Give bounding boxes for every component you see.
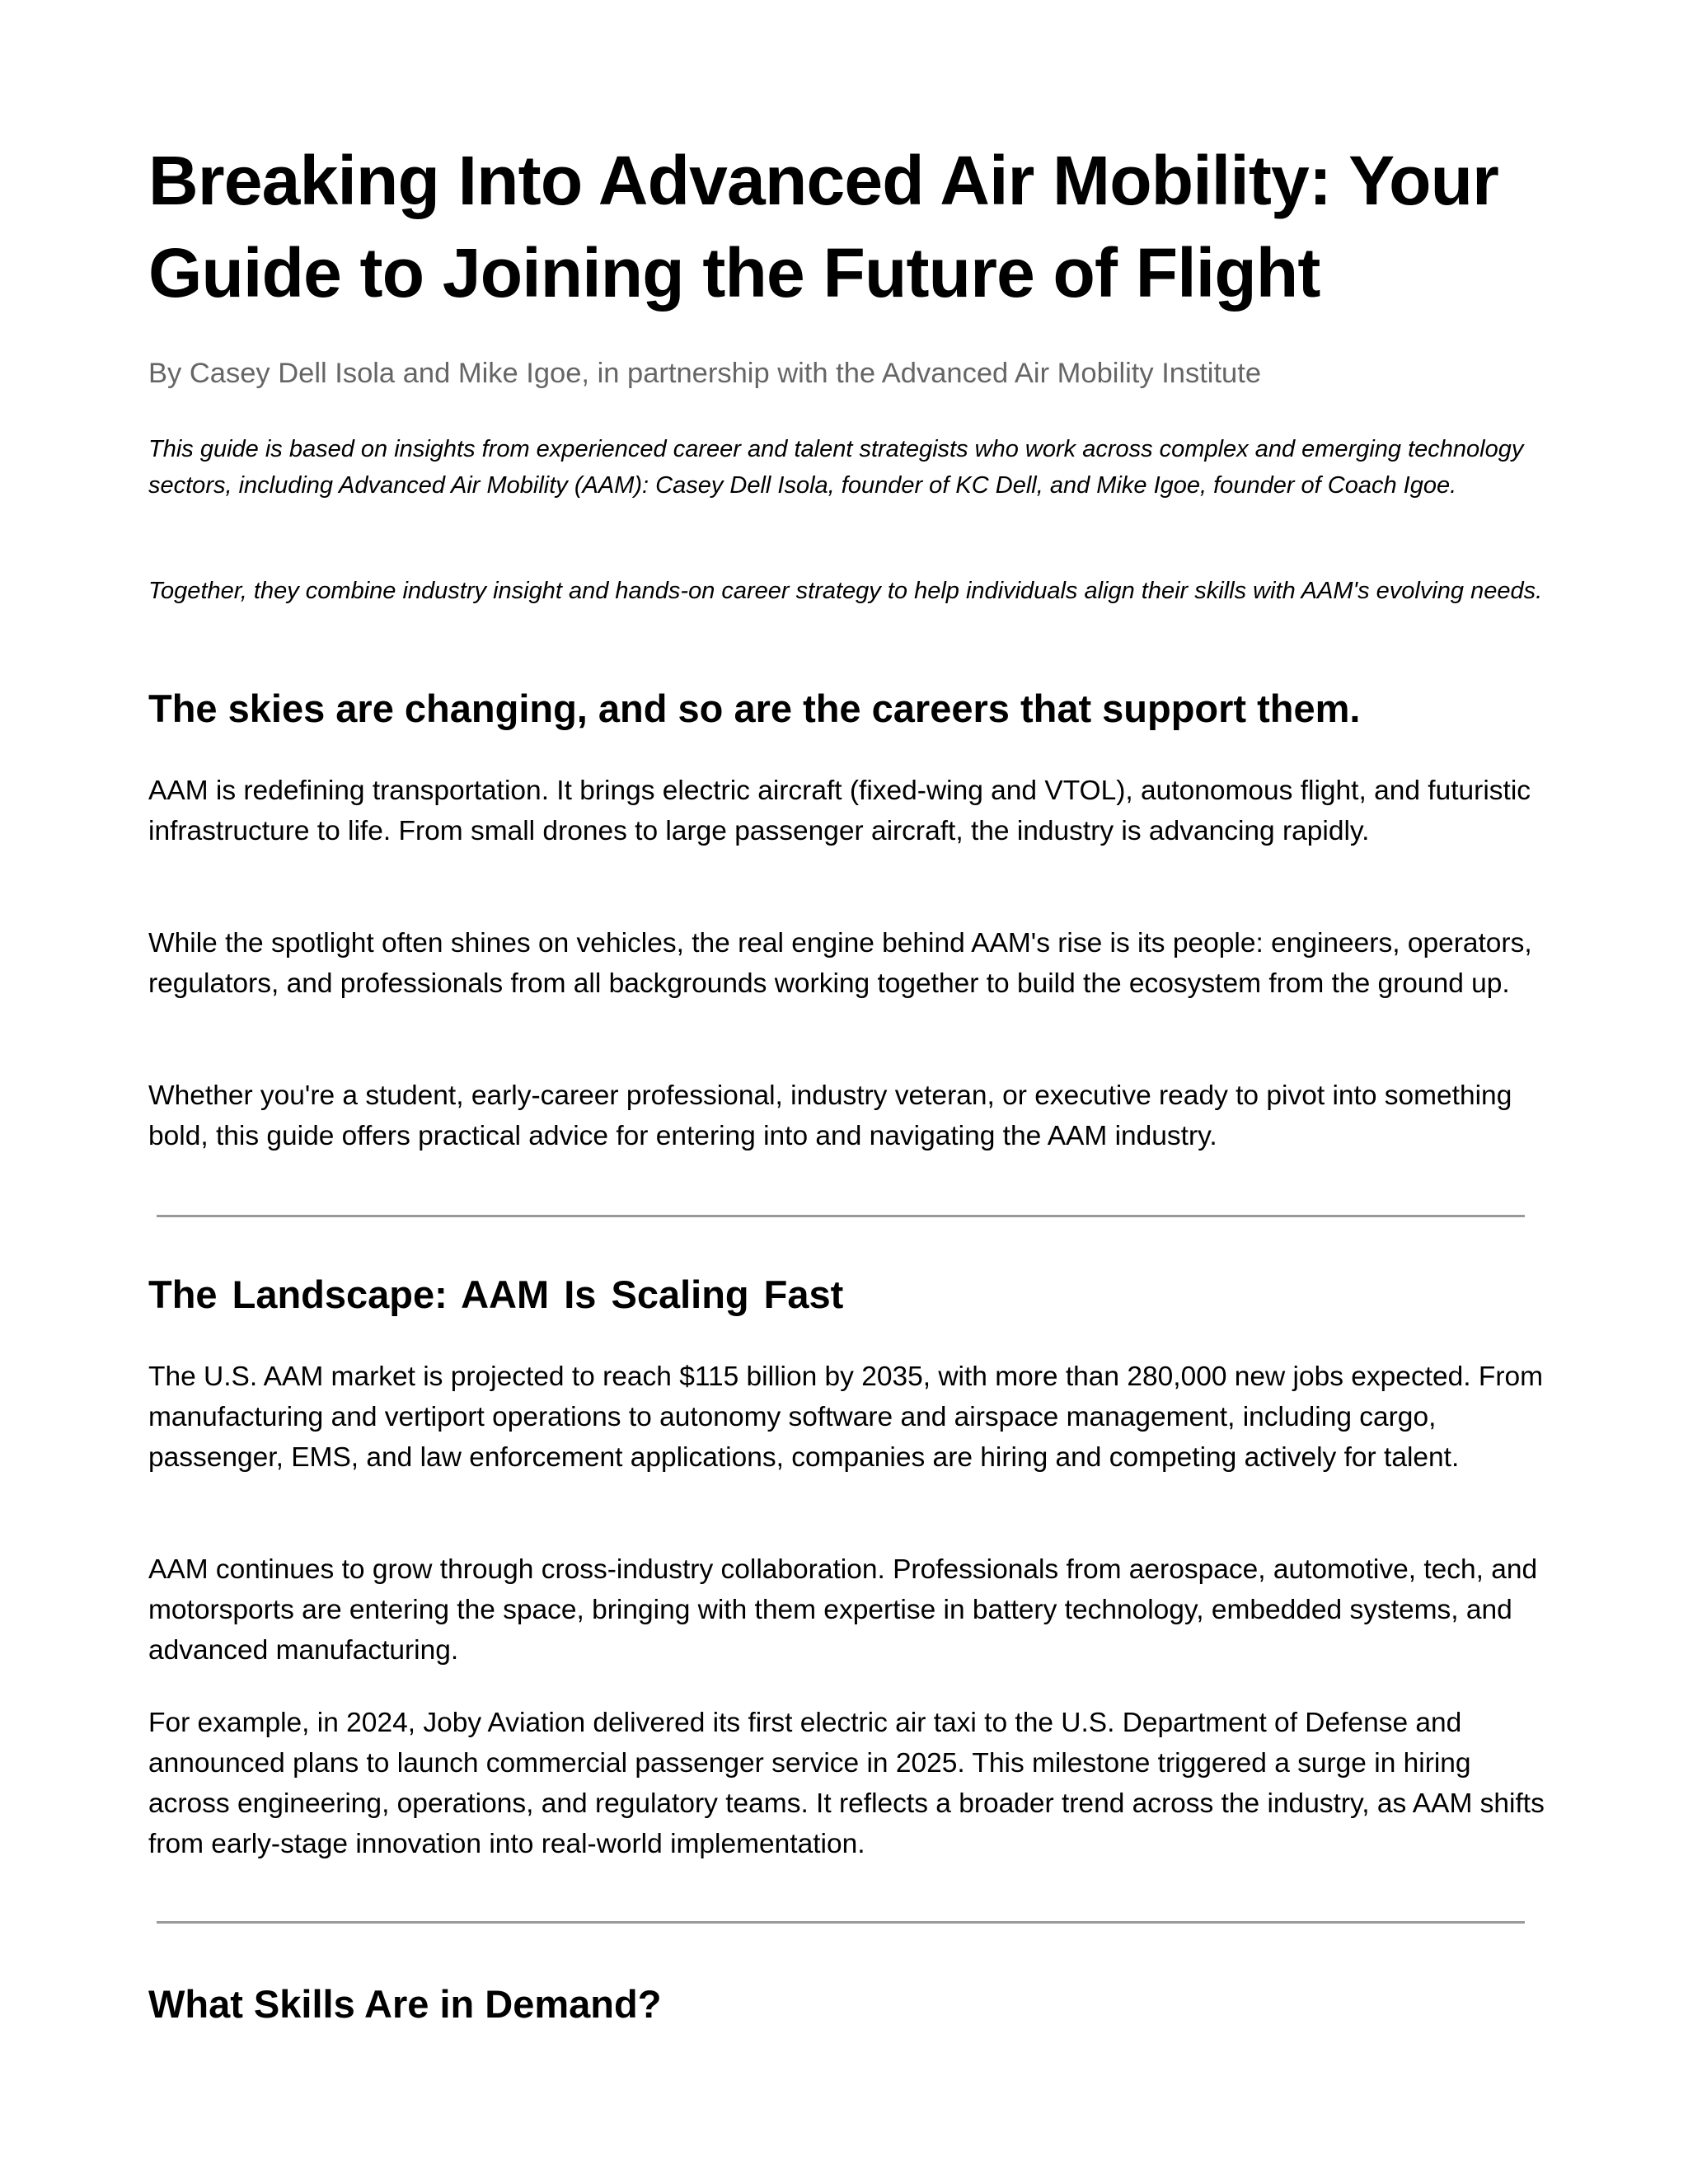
byline: By Casey Dell Isola and Mike Igoe, in partnership with the Advanced Air Mobility Institute	[148, 358, 1262, 389]
horizontal-divider	[157, 1215, 1525, 1217]
body-paragraph: AAM continues to grow through cross-industry collaboration. Professionals from aerospace, automotive, tech, and motorsports are entering the space, bringing with them expertise in battery technology, embedded systems, and advanced manufacturing.	[148, 1554, 1538, 1666]
intro-paragraph: Together, they combine industry insight and hands-on career strategy to help individuals align their skills with AAM's evolving needs.	[148, 578, 1543, 604]
body-paragraph: While the spotlight often shines on vehicles, the real engine behind AAM's rise is its people: engineers, operators, regulators, and professionals from all backgrounds working together to build the ecosystem from the ground up.	[148, 928, 1532, 999]
body-paragraph: Whether you're a student, early-career professional, industry veteran, or executive ready to pivot into something bold, this guide offers practical advice for entering into and navigating the AAM industry.	[148, 1080, 1512, 1151]
body-paragraph: AAM is redefining transportation. It brings electric aircraft (fixed-wing and VTOL), autonomous flight, and futuristic infrastructure to life. From small drones to large passenger aircraft, the industry is advancing rapidly.	[148, 776, 1531, 846]
section-heading: The skies are changing, and so are the careers that support them.	[148, 687, 1361, 730]
horizontal-divider	[157, 1921, 1525, 1924]
page-title: Breaking Into Advanced Air Mobility: Your Guide to Joining the Future of Flight	[148, 142, 1499, 312]
body-paragraph: The U.S. AAM market is projected to reach $115 billion by 2035, with more than 280,000 new jobs expected. From manufacturing and vertiport operations to autonomy software and airspace management, including cargo, passenger, EMS, and law enforcement applications, companies are hiring and competing actively for talent.	[148, 1361, 1544, 1473]
section-heading: The Landscape: AAM Is Scaling Fast	[148, 1272, 844, 1316]
body-paragraph: For example, in 2024, Joby Aviation delivered its first electric air taxi to the U.S. Department of Defense and announced plans to launch commercial passenger service in 2025. This milestone triggered a surge in hiring across engineering, operations, and regulatory teams. It reflects a broader trend across the industry, as AAM shifts from early-stage innovation into real-world implementation.	[148, 1708, 1545, 1859]
section-heading: What Skills Are in Demand?	[148, 1982, 662, 2026]
intro-paragraph: This guide is based on insights from experienced career and talent strategists who work across complex and emerging technology sectors, including Advanced Air Mobility (AAM): Casey Dell Isola, founder of KC Dell, and Mike Igoe, founder of Coach Igoe.	[148, 436, 1524, 499]
